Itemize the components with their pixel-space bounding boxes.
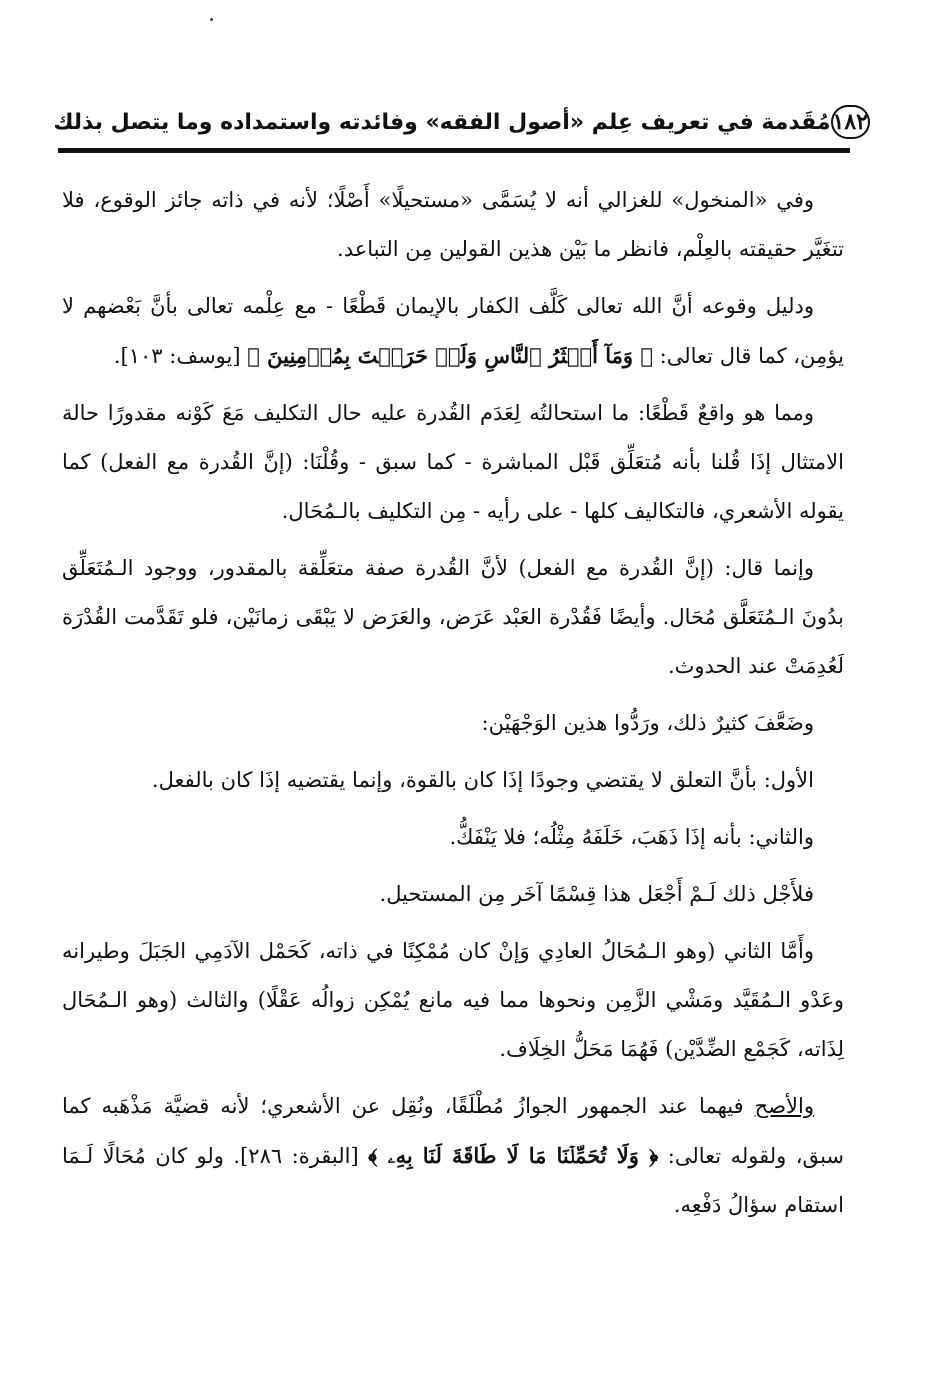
paragraph	[62, 699, 844, 748]
header-rule	[58, 148, 850, 153]
page-number: ١٨٢	[831, 105, 870, 139]
running-header	[53, 100, 870, 144]
scan-dot	[210, 18, 213, 21]
paragraph	[62, 282, 844, 381]
paragraph	[62, 1082, 844, 1230]
header-title: مُقَدمة في تعريف عِلم «أصول الفقه» وفائدته واستمداده وما يتصل بذلك	[53, 109, 831, 135]
paragraph	[62, 927, 844, 1074]
quran-verse: ﴿ وَلَا تُحَمِّلۡنَا مَا لَا طَاقَةَ لَنَا بِهِۦ ﴾	[368, 1143, 659, 1168]
paragraph	[62, 870, 844, 919]
paragraph-text: وضَعَّفَ كثيرٌ ذلك، ورَدُّوا هذين الوَجْهَيْن:	[481, 711, 814, 735]
verse-citation: [البقرة: ٢٨٦]. ولو كان مُحَالًا لَـمَا استقام سؤالُ دَفْعِه.	[62, 1144, 844, 1217]
paragraph	[62, 813, 844, 862]
quran-verse: ﴿ وَمَآ أَكۡثَرُ ٱلنَّاسِ وَلَوۡ حَرَصۡتَ بِمُؤۡمِنِينَ ﴾	[247, 343, 653, 368]
paragraph-text: وإنما قال: (إنَّ القُدرة مع الفعل) لأنَّ القُدرة صفة متعَلِّقة بالمقدور، ووجود الـمُتَعَلِّق بدُونَ الـمُتَعَلَّق مُحَال. وأيضًا فَقُدْرة العَبْد عَرَض، والعَرَض لا يَبْقَى زمانَيْن، فلو تَقَدَّمت القُدْرَة لَعُدِمَتْ عند الحدوث.	[62, 556, 844, 678]
paragraph-text: ومما هو واقعٌ قَطْعًا: ما استحالتُه لِعَدَم القُدرة عليه حال التكليف مَعَ كَوْنه مقدورًا حالة الامتثال إذَا قُلنا بأنه مُتعَلِّق قَبْل المباشرة - كما سبق - وقُلْنَا: (إنَّ القُدرة مع الفعل) كما يقوله الأشعري، فالتكاليف كلها - على رأيه - مِن التكليف بالـمُحَال.	[62, 401, 844, 523]
body-text	[62, 176, 844, 1238]
paragraph-text: وأَمَّا الثاني (وهو الـمُحَالُ العادِي وَإنْ كان مُمْكِنًا في ذاته، كَحَمْل الآدَمِي الجَبَلَ وطيرانه وعَدْو الـمُقَيَّد ومَشْي الزَّمِن ونحوها مما فيه مانع يُمْكِن زوالُه عَقْلًا) والثالث (وهو الـمُحَال لِذَاته، كَجَمْع الضِّدَّيْن) فَهُمَا مَحَلُّ الخِلَاف.	[62, 939, 844, 1061]
paragraph	[62, 389, 844, 536]
paragraph	[62, 756, 844, 805]
paragraph	[62, 176, 844, 274]
paragraph-text: الأول: بأنَّ التعلق لا يقتضي وجودًا إذَا كان بالقوة، وإنما يقتضيه إذَا كان بالفعل.	[151, 768, 814, 792]
paragraph-text: فلأَجْل ذلك لَـمْ أَجْعَل هذا قِسْمًا آخَر مِن المستحيل.	[379, 882, 814, 906]
underlined-word: والأصح	[754, 1094, 814, 1118]
paragraph-text: فيهما عند الجمهور الجوازُ مُطْلَقًا، ونُقِل عن الأشعري؛ لأنه قضيَّة مَذْهَبه كما سبق، ولقوله تعالى:	[62, 1094, 845, 1168]
paragraph-text: وفي «المنخول» للغزالي أنه لا يُسَمَّى «مستحيلًا» أَصْلًا؛ لأنه في ذاته جائز الوقوع، فلا تتغَيَّر حقيقته بالعِلْم، فانظر ما بَيْن هذين القولين مِن التباعد.	[62, 188, 844, 261]
paragraph-text: والثاني: بأنه إذَا ذَهَبَ، خَلَفَهُ مِثْلُه؛ فلا يَنْفَكُّ.	[449, 825, 814, 849]
paragraph	[62, 544, 844, 691]
paragraph-text: ودليل وقوعه أنَّ الله تعالى كَلَّف الكفار بالإيمان قَطْعًا - مع عِلْمه تعالى بأنَّ بَعْضهم لا يؤمِن، كما قال تعالى:	[62, 294, 844, 368]
verse-citation: [يوسف: ١٠٣].	[113, 344, 248, 368]
